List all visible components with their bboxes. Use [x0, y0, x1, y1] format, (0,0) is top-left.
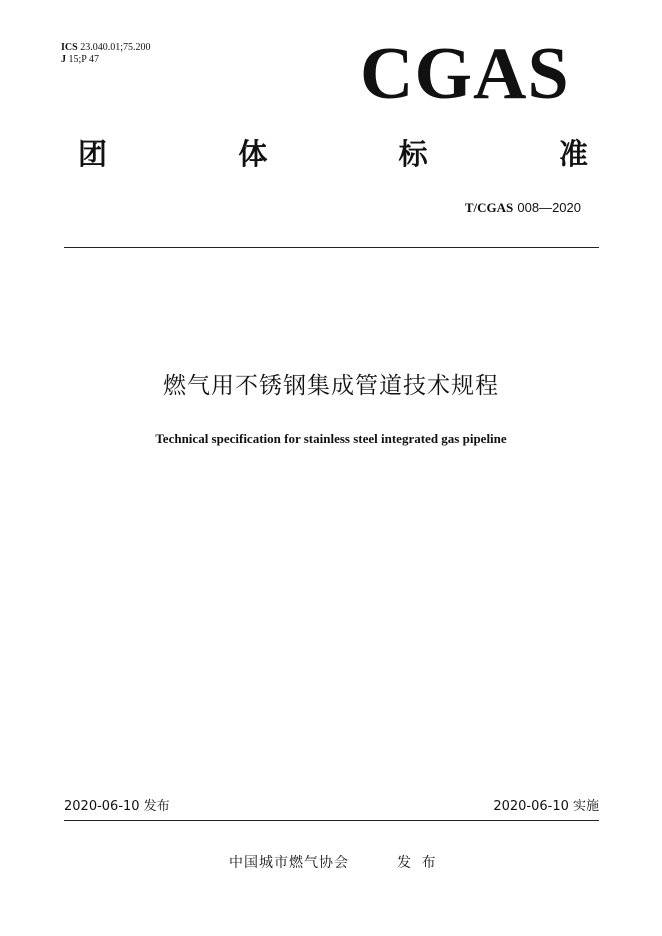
- publisher-name: 中国城市燃气协会: [229, 855, 349, 871]
- implementation-date: 2020-06-10 实施: [493, 799, 599, 814]
- ccs-code-line: [61, 54, 150, 66]
- issue-date: 2020-06-10 发布: [64, 799, 170, 814]
- ccs-label: J: [61, 54, 66, 65]
- ccs-value: 15;P 47: [68, 54, 99, 65]
- document-title-english: Technical specification for stainless steel integrated gas pipeline: [155, 431, 507, 446]
- ics-value: 23.040.01;75.200: [80, 42, 151, 53]
- bottom-divider: [64, 820, 599, 821]
- document-title-chinese: 燃气用不锈钢集成管道技术规程: [163, 373, 499, 399]
- ics-label: ICS: [61, 42, 78, 53]
- standard-type-char-3: 标: [398, 137, 428, 171]
- cgas-logo: CGAS: [360, 33, 570, 115]
- standard-number-value: 008—2020: [517, 200, 581, 215]
- classification-codes: [61, 42, 150, 66]
- standard-number-prefix: T/CGAS: [464, 200, 514, 215]
- standard-type-char-4: 准: [558, 137, 588, 171]
- standard-type-char-1: 团: [78, 137, 108, 171]
- standard-number: [465, 200, 581, 217]
- top-divider: [64, 247, 599, 248]
- standard-type-heading: [78, 134, 588, 174]
- standard-type-char-2: 体: [238, 137, 268, 171]
- publish-label: 发 布: [397, 855, 436, 871]
- ics-code-line: [61, 42, 150, 54]
